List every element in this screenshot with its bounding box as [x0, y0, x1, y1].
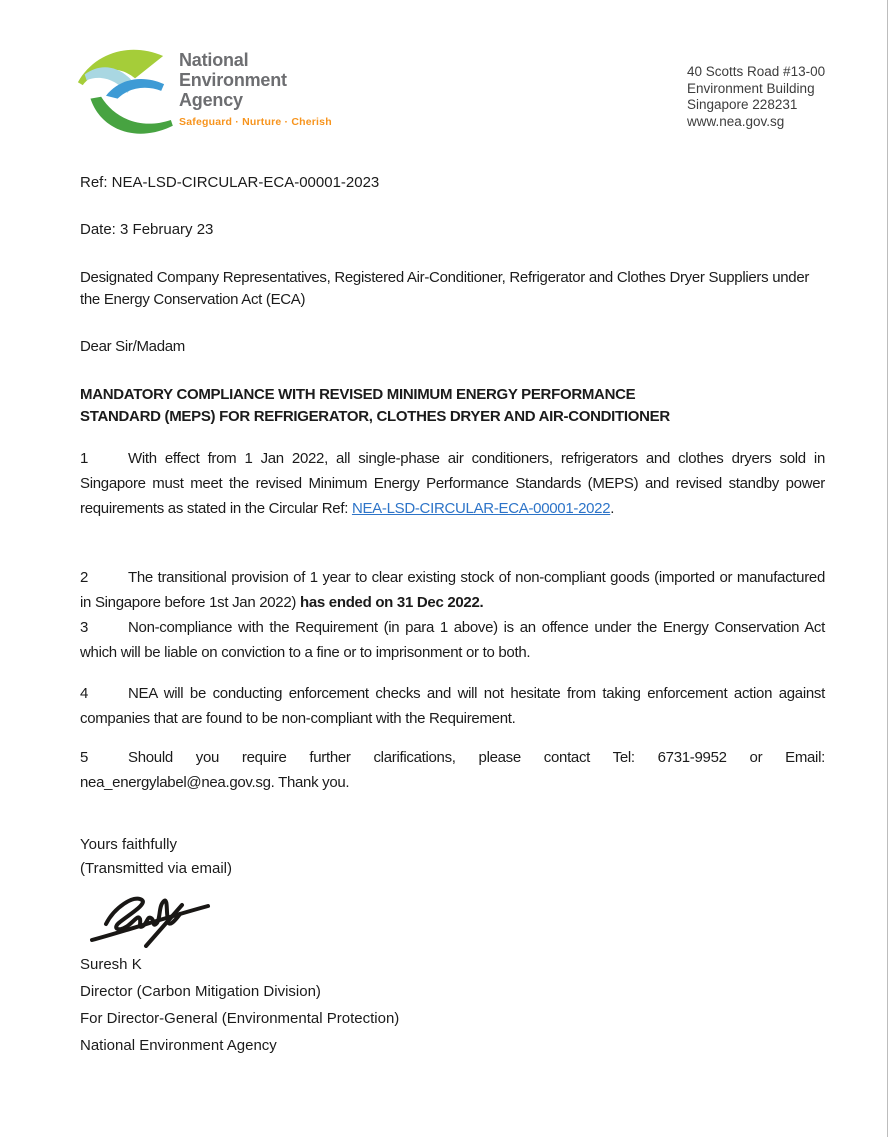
logo-tagline: Safeguard · Nurture · Cherish: [179, 116, 332, 128]
paragraph-text: NEA will be conducting enforcement checks and will not hesitate from taking enforcement action against companies that are found to be non-compliant with the Requirement.: [80, 685, 825, 727]
nea-logo-mark-icon: [75, 42, 167, 134]
paragraph-3: [80, 615, 825, 665]
signatory-block: [80, 951, 825, 1059]
logo-org-line: Environment: [179, 70, 287, 90]
logo-wordmark: [179, 42, 332, 128]
paragraph-text: With effect from 1 Jan 2022, all single-phase air conditioners, refrigerators and clothes dryers sold in Singapore must meet the revised Minimum Energy Performance Standards (MEPS) and revised standby power requirements as stated in the Circular Ref:: [80, 450, 825, 517]
address-line: 40 Scotts Road #13-00: [687, 64, 826, 79]
paragraph-number: 1: [80, 450, 89, 467]
paragraph-text: The transitional provision of 1 year to clear existing stock of non-compliant goods (imported or manufactured in Singapore before 1st Jan 2022): [80, 569, 825, 611]
closing: [80, 833, 825, 881]
nea-logo: [75, 42, 332, 134]
paragraph-5: [80, 745, 825, 795]
agency-website: www.nea.gov.sg: [687, 113, 785, 129]
address-line: Singapore 228231: [687, 97, 798, 112]
signatory-name: Suresh K: [80, 956, 142, 973]
signatory-org: National Environment Agency: [80, 1037, 277, 1054]
logo-org-line: Agency: [179, 90, 243, 110]
subject-heading: [80, 384, 825, 427]
valediction: Yours faithfully: [80, 836, 178, 853]
paragraph-number: 4: [80, 685, 89, 702]
paragraph-1: [80, 446, 825, 521]
addressee: Designated Company Representatives, Registered Air-Conditioner, Refrigerator and Clothes Dryer Suppliers under the Energy Conservation Act (ECA): [80, 269, 810, 308]
paragraph-4: [80, 681, 825, 731]
salutation: Dear Sir/Madam: [80, 338, 185, 355]
signatory-title: Director (Carbon Mitigation Division): [80, 983, 321, 1000]
date-line: Date: 3 February 23: [80, 221, 214, 238]
paragraph-text: Non-compliance with the Requirement (in para 1 above) is an offence under the Energy Conservation Act which will be liable on conviction to a fine or to imprisonment or to both.: [80, 619, 825, 661]
paragraph-bold-text: has ended on 31 Dec 2022.: [299, 594, 484, 611]
subject-line: STANDARD (MEPS) FOR REFRIGERATOR, CLOTHES DRYER AND AIR-CONDITIONER: [80, 407, 670, 425]
subject-line: MANDATORY COMPLIANCE WITH REVISED MINIMUM ENERGY PERFORMANCE: [80, 386, 636, 403]
circular-ref-link[interactable]: NEA-LSD-CIRCULAR-ECA-00001-2022: [351, 500, 611, 517]
signatory-title: For Director-General (Environmental Protection): [80, 1010, 400, 1027]
ref-line: Ref: NEA-LSD-CIRCULAR-ECA-00001-2023: [80, 174, 380, 191]
agency-address: [687, 64, 825, 130]
paragraph-text: Should you require further clarifications, please contact Tel: 6731-9952 or Email: nea_energylabel@nea.gov.sg. Thank you.: [80, 749, 825, 791]
transmitted-note: (Transmitted via email): [80, 860, 232, 877]
paragraph-number: 3: [80, 619, 89, 636]
signature-icon: [86, 884, 216, 948]
paragraph-number: 2: [80, 569, 89, 586]
paragraph-text: .: [610, 500, 615, 517]
logo-org-line: National: [179, 50, 249, 70]
paragraph-number: 5: [80, 749, 89, 766]
paragraph-2: [80, 565, 825, 615]
address-line: Environment Building: [687, 80, 815, 96]
